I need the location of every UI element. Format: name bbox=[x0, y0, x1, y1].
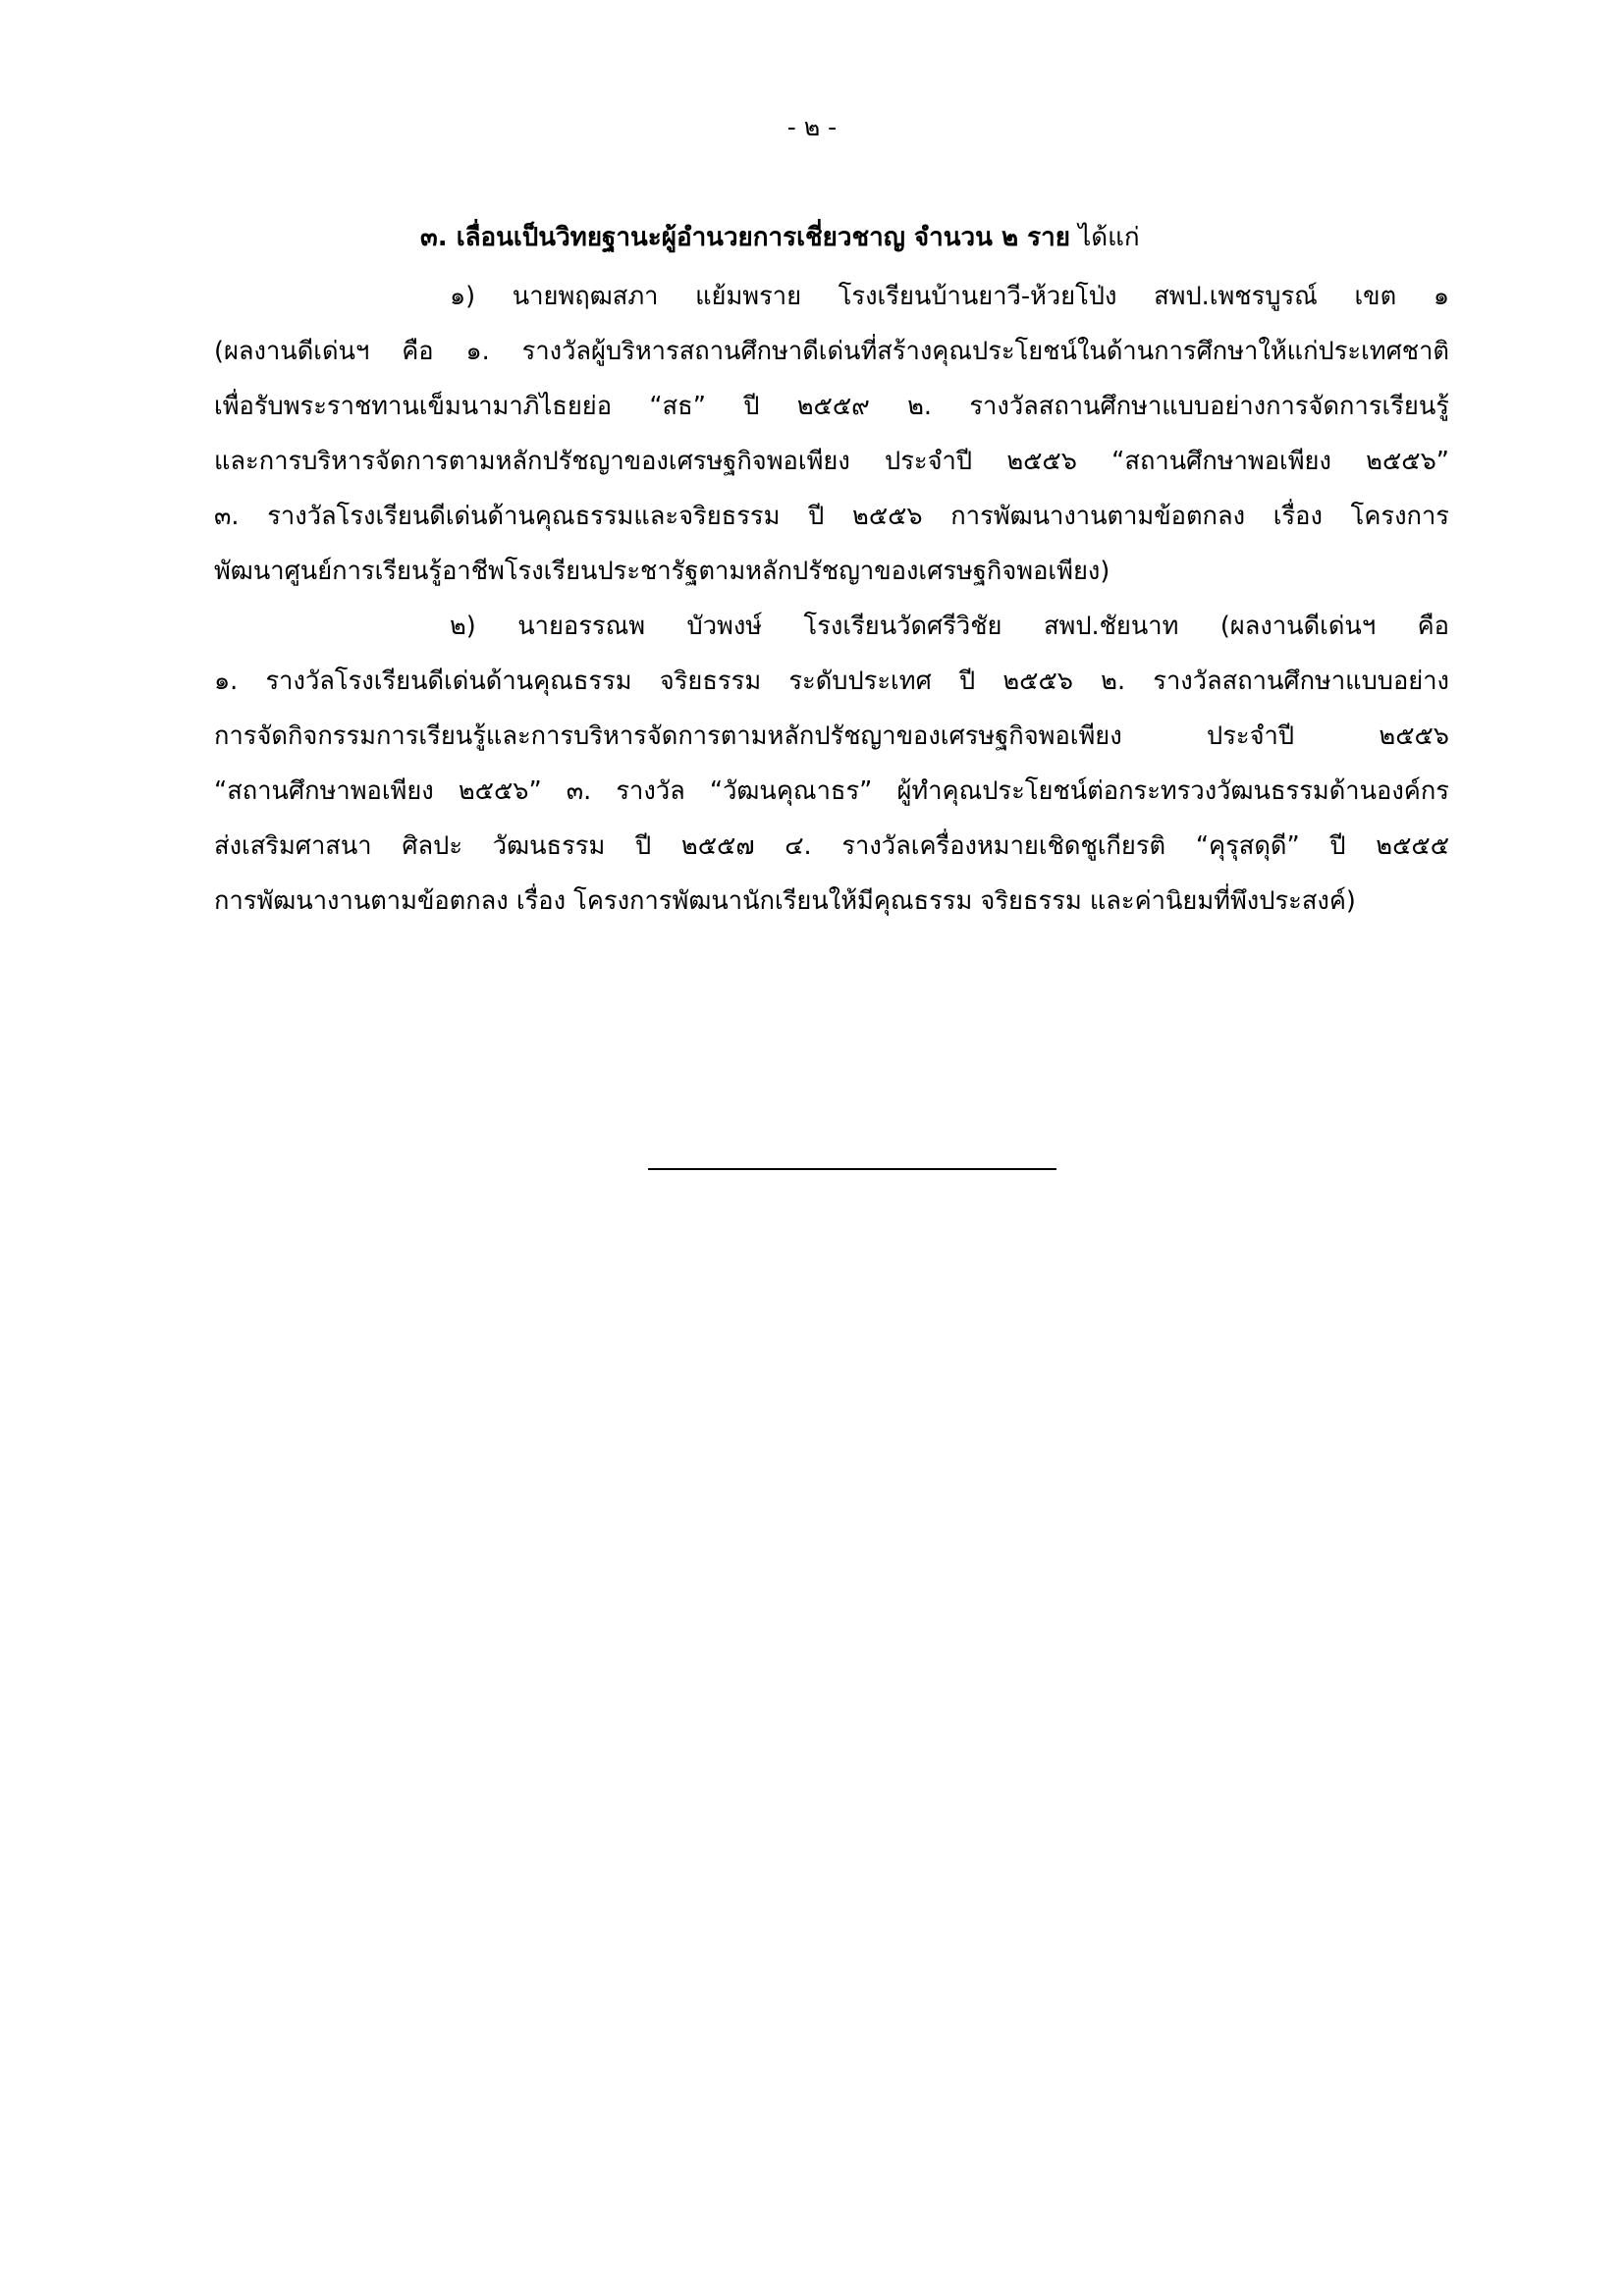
section-heading bbox=[420, 218, 1500, 257]
paragraph-2-line-5: ส่งเสริมศาสนา ศิลปะ วัฒนธรรม ปี ๒๕๕๗ ๔. รางวัลเครื่องหมายเชิดชูเกียรติ “คุรุสดุดี” ปี ๒๕๕๕ bbox=[214, 831, 1449, 861]
paragraph-2-line-1: ๒) นายอรรณพ บัวพงษ์ โรงเรียนวัดศรีวิชัย สพป.ชัยนาท (ผลงานดีเด่นฯ คือ bbox=[450, 612, 1449, 641]
paragraph-1-line-6: พัฒนาศูนย์การเรียนรู้อาชีพโรงเรียนประชารัฐตามหลักปรัชญาของเศรษฐกิจพอเพียง) bbox=[214, 557, 1110, 586]
paragraph-1-line-5: ๓. รางวัลโรงเรียนดีเด่นด้านคุณธรรมและจริยธรรม ปี ๒๕๕๖ การพัฒนางานตามข้อตกลง เรื่อง โครงการ bbox=[214, 502, 1449, 531]
paragraph-2-line-6: การพัฒนางานตามข้อตกลง เรื่อง โครงการพัฒนานักเรียนให้มีคุณธรรม จริยธรรม และค่านิยมที่พึงประสงค์) bbox=[214, 886, 1356, 916]
paragraph-2-line-4: “สถานศึกษาพอเพียง ๒๕๕๖” ๓. รางวัล “วัฒนคุณาธร” ผู้ทำคุณประโยชน์ต่อกระทรวงวัฒนธรรมด้านองค์กร bbox=[214, 776, 1449, 806]
section-heading-bold: ๓. เลื่อนเป็นวิทยฐานะผู้อำนวยการเชี่ยวชาญ จำนวน ๒ ราย bbox=[420, 223, 1070, 252]
paragraph-2-line-2: ๑. รางวัลโรงเรียนดีเด่นด้านคุณธรรม จริยธรรม ระดับประเทศ ปี ๒๕๕๖ ๒. รางวัลสถานศึกษาแบบอย่าง bbox=[214, 667, 1449, 696]
paragraph-1-line-1: ๑) นายพฤฒสภา แย้มพราย โรงเรียนบ้านยาวี-ห้วยโป่ง สพป.เพชรบูรณ์ เขต ๑ bbox=[450, 282, 1449, 311]
paragraph-1-line-3: เพื่อรับพระราชทานเข็มนามาภิไธยย่อ “สธ” ปี ๒๕๕๙ ๒. รางวัลสถานศึกษาแบบอย่างการจัดการเรียนรู้ bbox=[214, 392, 1449, 421]
end-of-section-rule bbox=[648, 1168, 1056, 1170]
paragraph-2-line-3: การจัดกิจกรรมการเรียนรู้และการบริหารจัดการตามหลักปรัชญาของเศรษฐกิจพอเพียง ประจำปี ๒๕๕๖ bbox=[214, 721, 1449, 751]
page-number: - ๒ - bbox=[786, 113, 838, 141]
paragraph-1-line-2: (ผลงานดีเด่นฯ คือ ๑. รางวัลผู้บริหารสถานศึกษาดีเด่นที่สร้างคุณประโยชน์ในด้านการศึกษาให้แก่ประเทศชาติ bbox=[214, 337, 1449, 366]
paragraph-1-line-4: และการบริหารจัดการตามหลักปรัชญาของเศรษฐกิจพอเพียง ประจำปี ๒๕๕๖ “สถานศึกษาพอเพียง ๒๕๕๖” bbox=[214, 447, 1449, 476]
section-heading-suffix: ได้แก่ bbox=[1069, 223, 1140, 252]
